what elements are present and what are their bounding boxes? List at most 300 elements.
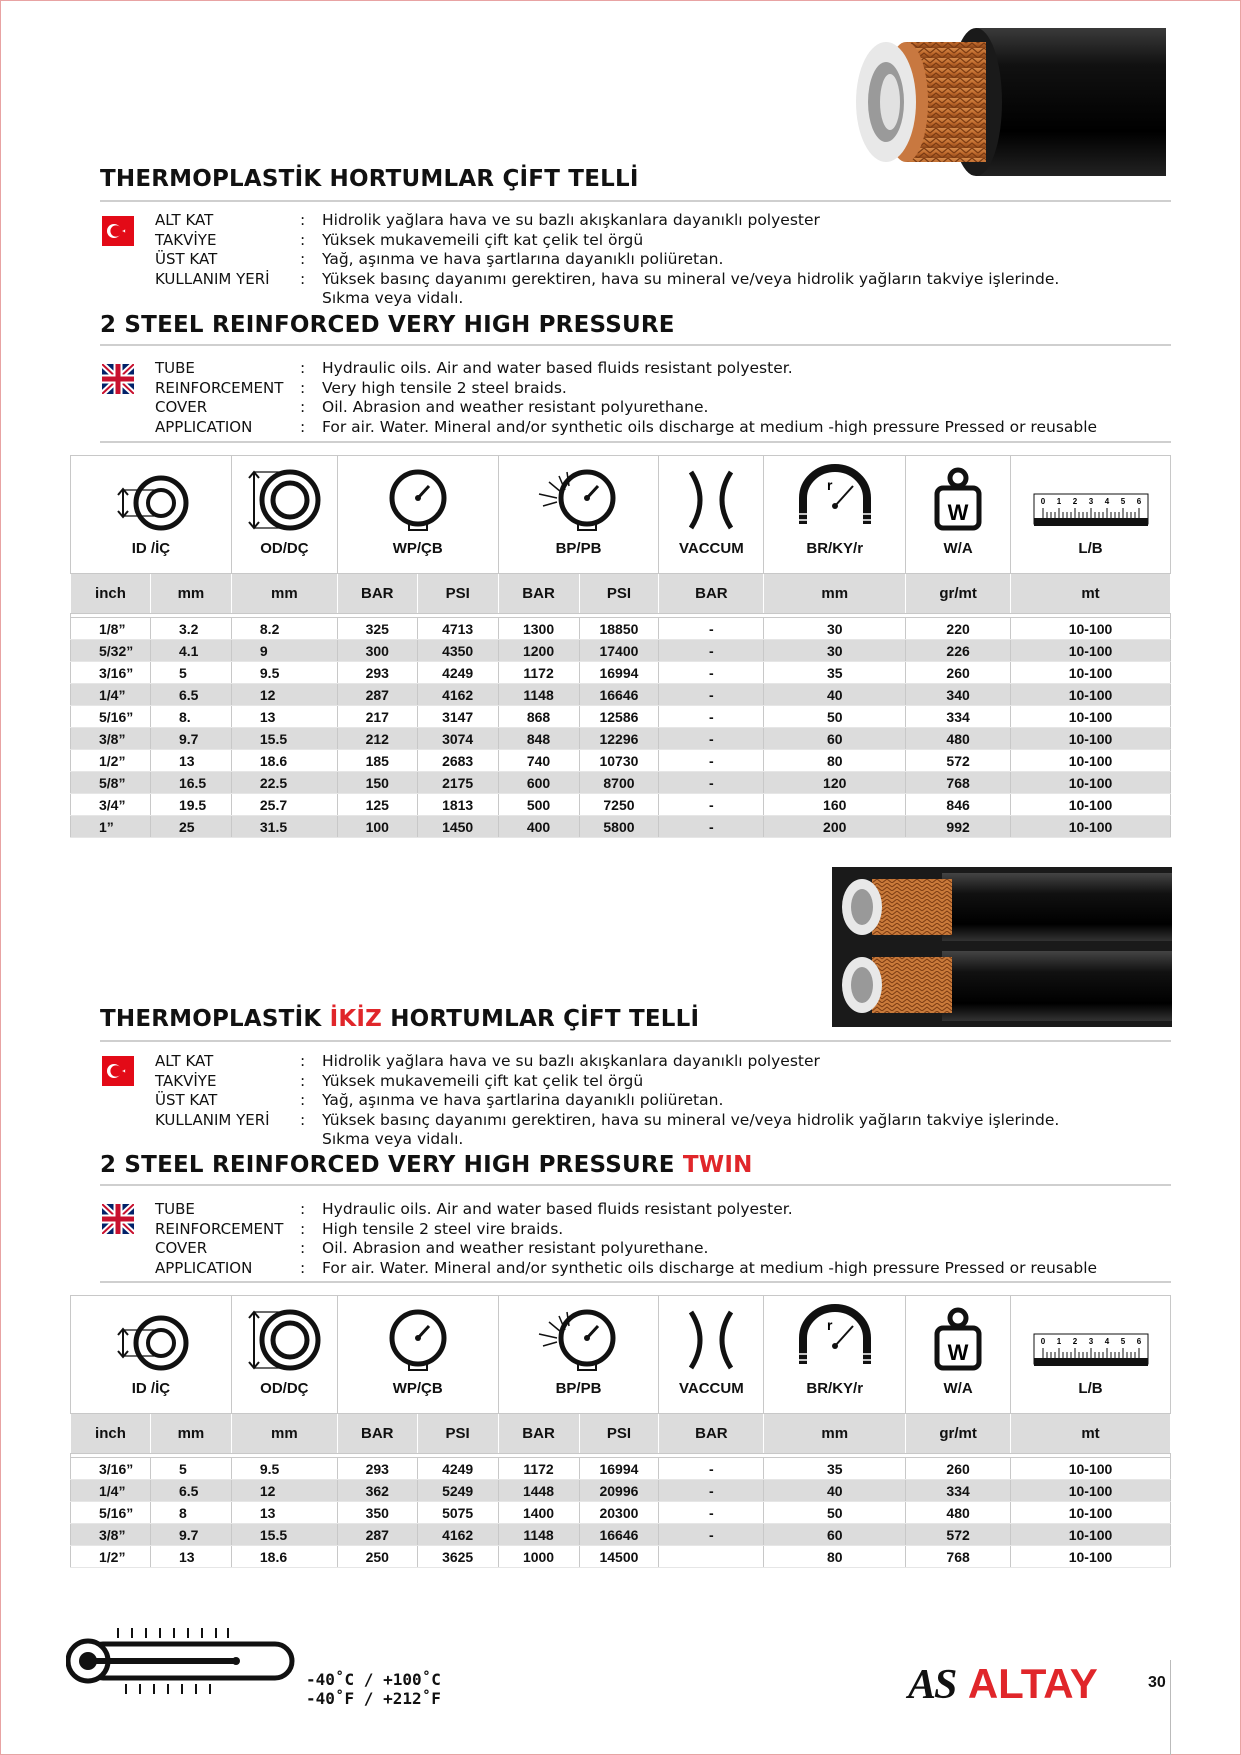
table-cell: 50 bbox=[764, 1502, 906, 1524]
table-cell: 20996 bbox=[579, 1480, 659, 1502]
inner-diameter-icon bbox=[109, 474, 193, 532]
divider bbox=[100, 200, 1171, 202]
burst-gauge-icon bbox=[529, 1308, 629, 1372]
table-cell: 3/4” bbox=[71, 794, 151, 816]
icon-cell-wp bbox=[337, 456, 498, 574]
burst-gauge-icon bbox=[529, 468, 629, 532]
spec-value: Sıkma veya vidalı. bbox=[322, 1130, 464, 1148]
unit-header: gr/mt bbox=[906, 574, 1011, 614]
spec-key: ÜST KAT bbox=[155, 1091, 218, 1109]
table-cell: 14500 bbox=[579, 1546, 659, 1568]
section2-title-en: 2 STEEL REINFORCED VERY HIGH PRESSURE TWIN bbox=[100, 1152, 753, 1178]
twin-highlight-en: TWIN bbox=[682, 1152, 753, 1178]
specs-en-1: TUBE : Hydraulic oils. Air and water based fluids resistant polyester. REINFORCEMENT : Very high tensile 2 steel braids. COVER : Oil. Abrasion and weather resistant polyurethane. APPLICATION : For air. Water. Mineral and/or synthetic oils discharge at medium -high pressure Pressed or reusable bbox=[155, 359, 1098, 436]
spec-key: COVER bbox=[155, 398, 208, 416]
table-cell: 4350 bbox=[417, 640, 498, 662]
table-cell: 868 bbox=[498, 706, 579, 728]
table-cell: 1400 bbox=[498, 1502, 579, 1524]
brand-logo bbox=[908, 1660, 1098, 1709]
table-cell: 293 bbox=[337, 1458, 417, 1480]
section1-title-en: 2 STEEL REINFORCED VERY HIGH PRESSURE bbox=[100, 312, 675, 338]
table-cell: 1148 bbox=[498, 1524, 579, 1546]
spec-key: COVER bbox=[155, 1239, 208, 1257]
table-cell: 8. bbox=[150, 706, 231, 728]
table-cell: 1448 bbox=[498, 1480, 579, 1502]
spec-value: For air. Water. Mineral and/or synthetic oils discharge at medium -high pressure Pressed or reusable bbox=[322, 417, 1098, 436]
table-cell: 6.5 bbox=[150, 684, 231, 706]
table-cell: 12 bbox=[231, 684, 337, 706]
spec-value: Oil. Abrasion and weather resistant polyurethane. bbox=[322, 398, 709, 416]
table-cell: 992 bbox=[906, 816, 1011, 838]
table-cell: 5 bbox=[150, 1458, 231, 1480]
table-cell: 293 bbox=[337, 662, 417, 684]
table-cell: 10-100 bbox=[1011, 1480, 1171, 1502]
table-cell: 1172 bbox=[498, 662, 579, 684]
table-cell: 12296 bbox=[579, 728, 659, 750]
table-cell: 5/32” bbox=[71, 640, 151, 662]
table-cell: 8.2 bbox=[231, 618, 337, 640]
table-cell: 16646 bbox=[579, 1524, 659, 1546]
label-id: ID /İÇ bbox=[131, 540, 171, 557]
unit-header: mm bbox=[150, 574, 231, 614]
spec-value: Hydraulic oils. Air and water based fluids resistant polyester. bbox=[322, 359, 793, 377]
icon-cell-id bbox=[71, 1296, 232, 1414]
table-cell: - bbox=[659, 750, 764, 772]
table-cell: 300 bbox=[337, 640, 417, 662]
spec-value: Oil. Abrasion and weather resistant polyurethane. bbox=[322, 1239, 709, 1257]
table-cell: 12 bbox=[231, 1480, 337, 1502]
ruler-tick-label: 4 bbox=[1104, 497, 1109, 506]
table-cell: 9.5 bbox=[231, 1458, 337, 1480]
table-cell: 10-100 bbox=[1011, 728, 1171, 750]
table-row bbox=[71, 1524, 1171, 1546]
ruler-tick-label: 4 bbox=[1104, 1337, 1109, 1346]
label-wp: WP/ÇB bbox=[392, 540, 443, 557]
unit-header: mt bbox=[1011, 574, 1171, 614]
table-cell: 3074 bbox=[417, 728, 498, 750]
icon-cell-wp bbox=[337, 1296, 498, 1414]
table-cell: 10-100 bbox=[1011, 662, 1171, 684]
unit-header: PSI bbox=[417, 574, 498, 614]
spec-key: REINFORCEMENT bbox=[155, 1219, 284, 1238]
table-cell: 10-100 bbox=[1011, 706, 1171, 728]
table-cell: 2175 bbox=[417, 772, 498, 794]
table-cell: 100 bbox=[337, 816, 417, 838]
spec-value: Very high tensile 2 steel braids. bbox=[322, 378, 567, 397]
table-row bbox=[71, 750, 1171, 772]
ruler-tick-label: 2 bbox=[1072, 497, 1077, 506]
table-cell: 3625 bbox=[417, 1546, 498, 1568]
spec-key: TAKVİYE bbox=[155, 1071, 217, 1090]
table-cell: 30 bbox=[764, 618, 906, 640]
table-cell: 217 bbox=[337, 706, 417, 728]
table-cell: 5249 bbox=[417, 1480, 498, 1502]
page-number: 30 bbox=[1148, 1674, 1166, 1691]
ruler-tick-label: 6 bbox=[1136, 1337, 1141, 1346]
unit-header: PSI bbox=[579, 574, 659, 614]
spec-value: Hidrolik yağlara hava ve su bazlı akışkanlara dayanıklı polyester bbox=[322, 211, 820, 229]
table-cell: 160 bbox=[764, 794, 906, 816]
table-cell: 18.6 bbox=[231, 1546, 337, 1568]
table-row bbox=[71, 1502, 1171, 1524]
table-cell: 5/16” bbox=[71, 706, 151, 728]
table-cell: 16.5 bbox=[150, 772, 231, 794]
table-row bbox=[71, 772, 1171, 794]
unit-header: BAR bbox=[498, 574, 579, 614]
table-cell: - bbox=[659, 794, 764, 816]
spec-key: KULLANIM YERİ bbox=[155, 269, 270, 288]
unit-header: inch bbox=[71, 1414, 151, 1454]
spec-value: Sıkma veya vidalı. bbox=[322, 289, 464, 307]
label-bp: BP/PB bbox=[555, 1380, 602, 1397]
label-br: BR/KY/r bbox=[806, 1380, 864, 1397]
vacuum-icon bbox=[681, 468, 741, 532]
table-cell: - bbox=[659, 1480, 764, 1502]
table-cell: 10-100 bbox=[1011, 1546, 1171, 1568]
table-cell: 334 bbox=[906, 1480, 1011, 1502]
table-cell: 1200 bbox=[498, 640, 579, 662]
divider bbox=[100, 1184, 1171, 1186]
table-cell: 25 bbox=[150, 816, 231, 838]
hose-image-twin bbox=[832, 867, 1172, 1027]
table-cell: 1813 bbox=[417, 794, 498, 816]
spec-table-2 bbox=[70, 1295, 1171, 1568]
spec-value: Hidrolik yağlara hava ve su bazlı akışkanlara dayanıklı polyester bbox=[322, 1052, 820, 1070]
table-cell: 10-100 bbox=[1011, 1502, 1171, 1524]
ruler-tick-label: 1 bbox=[1056, 497, 1061, 506]
table-cell: 4.1 bbox=[150, 640, 231, 662]
table-row bbox=[71, 684, 1171, 706]
turkey-flag-icon bbox=[102, 1056, 134, 1086]
table-cell: 10-100 bbox=[1011, 772, 1171, 794]
icon-cell-br bbox=[764, 1296, 906, 1414]
table-cell: 4713 bbox=[417, 618, 498, 640]
table-cell: 12586 bbox=[579, 706, 659, 728]
table-row bbox=[71, 618, 1171, 640]
table-cell: 10-100 bbox=[1011, 750, 1171, 772]
specs-tr-1: ALT KAT : Hidrolik yağlara hava ve su bazlı akışkanlara dayanıklı polyester TAKVİYE : Yüksek mukavemeili çift kat çelik tel örgü ÜST KAT : Yağ, aşınma ve hava şartlarına dayanıklı poliüretan. KULLANIM YERİ : Yüksek basınç dayanımı gerektiren, hava su mineral ve/veya hidrolik yağların takviye işlerinde. Sıkma veya vidalı. bbox=[155, 211, 1060, 307]
table-cell: 35 bbox=[764, 1458, 906, 1480]
spec-value: For air. Water. Mineral and/or synthetic oils discharge at medium -high pressure Pressed or reusable bbox=[322, 1258, 1098, 1277]
table-cell: 500 bbox=[498, 794, 579, 816]
icon-cell-wa bbox=[906, 1296, 1011, 1414]
label-vac: VACCUM bbox=[679, 1380, 744, 1397]
table-cell: 80 bbox=[764, 750, 906, 772]
outer-diameter-icon bbox=[242, 1308, 326, 1372]
spec-key: TUBE bbox=[155, 359, 195, 377]
table-cell: 16994 bbox=[579, 1458, 659, 1480]
unit-header: PSI bbox=[579, 1414, 659, 1454]
bend-radius-icon bbox=[795, 1304, 875, 1372]
table-row bbox=[71, 1458, 1171, 1480]
table-cell: 220 bbox=[906, 618, 1011, 640]
label-br: BR/KY/r bbox=[806, 540, 864, 557]
table-cell: 846 bbox=[906, 794, 1011, 816]
label-bp: BP/PB bbox=[555, 540, 602, 557]
table-cell: 480 bbox=[906, 728, 1011, 750]
table-row bbox=[71, 816, 1171, 838]
spec-key: TUBE bbox=[155, 1200, 195, 1218]
table-row bbox=[71, 662, 1171, 684]
table-cell: 17400 bbox=[579, 640, 659, 662]
icon-cell-vac bbox=[659, 1296, 764, 1414]
table-cell: 40 bbox=[764, 684, 906, 706]
table-cell: 10-100 bbox=[1011, 684, 1171, 706]
table-cell: 18.6 bbox=[231, 750, 337, 772]
table-cell: 125 bbox=[337, 794, 417, 816]
table-cell: 3/8” bbox=[71, 1524, 151, 1546]
table-cell: 35 bbox=[764, 662, 906, 684]
ruler-tick-label: 1 bbox=[1056, 1337, 1061, 1346]
unit-header: BAR bbox=[659, 1414, 764, 1454]
table-cell: 9.7 bbox=[150, 728, 231, 750]
icon-cell-vac bbox=[659, 456, 764, 574]
table-cell: 15.5 bbox=[231, 728, 337, 750]
icon-cell-lb bbox=[1011, 1296, 1171, 1414]
table-cell: 80 bbox=[764, 1546, 906, 1568]
divider bbox=[1170, 1660, 1171, 1755]
table-cell: 768 bbox=[906, 772, 1011, 794]
unit-header: mt bbox=[1011, 1414, 1171, 1454]
icon-cell-od bbox=[231, 1296, 337, 1414]
table-cell: 31.5 bbox=[231, 816, 337, 838]
pressure-gauge-icon bbox=[383, 468, 453, 532]
table-cell: 1/8” bbox=[71, 618, 151, 640]
table-cell: 40 bbox=[764, 1480, 906, 1502]
table-cell bbox=[659, 1546, 764, 1568]
table-cell: 3/8” bbox=[71, 728, 151, 750]
weight-icon bbox=[933, 1306, 983, 1372]
units-row bbox=[71, 1414, 1171, 1454]
spec-key: APPLICATION bbox=[155, 1258, 253, 1277]
table-cell: 10-100 bbox=[1011, 794, 1171, 816]
bend-radius-icon bbox=[795, 464, 875, 532]
label-lb: L/B bbox=[1078, 540, 1103, 557]
brand-as: AS bbox=[908, 1662, 956, 1708]
ruler-icon bbox=[1033, 492, 1149, 532]
table-cell: 13 bbox=[150, 1546, 231, 1568]
table-cell: 5075 bbox=[417, 1502, 498, 1524]
table-cell: 185 bbox=[337, 750, 417, 772]
label-wp: WP/ÇB bbox=[392, 1380, 443, 1397]
table-cell: - bbox=[659, 684, 764, 706]
table-cell: 1/2” bbox=[71, 750, 151, 772]
uk-flag-icon bbox=[102, 364, 134, 394]
ruler-tick-label: 0 bbox=[1040, 497, 1045, 506]
table-cell: 1/4” bbox=[71, 1480, 151, 1502]
divider bbox=[100, 344, 1171, 346]
table-cell: 325 bbox=[337, 618, 417, 640]
label-lb: L/B bbox=[1078, 1380, 1103, 1397]
table-cell: 768 bbox=[906, 1546, 1011, 1568]
unit-header: mm bbox=[764, 574, 906, 614]
table-cell: 2683 bbox=[417, 750, 498, 772]
table-cell: 362 bbox=[337, 1480, 417, 1502]
table-cell: 18850 bbox=[579, 618, 659, 640]
table-cell: 60 bbox=[764, 1524, 906, 1546]
specs-tr-2: ALT KAT : Hidrolik yağlara hava ve su bazlı akışkanlara dayanıklı polyester TAKVİYE : Yüksek mukavemeili çift kat çelik tel örgü ÜST KAT : Yağ, aşınma ve hava şartlarina dayanıklı poliüretan. KULLANIM YERİ : Yüksek basınç dayanımı gerektiren, hava su mineral ve/veya hidrolik yağların takviye işlerinde. Sıkma veya vidalı. bbox=[155, 1052, 1060, 1148]
table-cell: - bbox=[659, 728, 764, 750]
unit-header: mm bbox=[231, 1414, 337, 1454]
table-cell: 10-100 bbox=[1011, 640, 1171, 662]
table-cell: 16994 bbox=[579, 662, 659, 684]
spec-key: KULLANIM YERİ bbox=[155, 1110, 270, 1129]
table-cell: 9.5 bbox=[231, 662, 337, 684]
vacuum-icon bbox=[681, 1308, 741, 1372]
table-cell: 1148 bbox=[498, 684, 579, 706]
spec-key: ALT KAT bbox=[155, 1052, 214, 1070]
spec-value: Yüksek mukavemeili çift kat çelik tel örgü bbox=[322, 1071, 644, 1090]
table-cell: 7250 bbox=[579, 794, 659, 816]
table-cell: 400 bbox=[498, 816, 579, 838]
section2-title-tr: THERMOPLASTİK İKİZ HORTUMLAR ÇİFT TELLİ bbox=[100, 1006, 700, 1032]
table-cell: 13 bbox=[150, 750, 231, 772]
table-cell: 5/8” bbox=[71, 772, 151, 794]
table-cell: 600 bbox=[498, 772, 579, 794]
spec-key: TAKVİYE bbox=[155, 230, 217, 249]
label-od: OD/DÇ bbox=[260, 1380, 309, 1397]
table-cell: - bbox=[659, 640, 764, 662]
uk-flag-icon bbox=[102, 1204, 134, 1234]
table-cell: 1450 bbox=[417, 816, 498, 838]
icon-cell-id bbox=[71, 456, 232, 574]
table-cell: 9 bbox=[231, 640, 337, 662]
table-cell: 3.2 bbox=[150, 618, 231, 640]
unit-header: BAR bbox=[659, 574, 764, 614]
table-cell: 5800 bbox=[579, 816, 659, 838]
icon-cell-bp bbox=[498, 456, 659, 574]
unit-header: PSI bbox=[417, 1414, 498, 1454]
table-cell: 572 bbox=[906, 750, 1011, 772]
label-vac: VACCUM bbox=[679, 540, 744, 557]
unit-header: mm bbox=[764, 1414, 906, 1454]
label-id: ID /İÇ bbox=[131, 1380, 171, 1397]
table-cell: - bbox=[659, 618, 764, 640]
brand-altay: ALTAY bbox=[967, 1660, 1098, 1707]
unit-header: inch bbox=[71, 574, 151, 614]
table-cell: - bbox=[659, 662, 764, 684]
table-cell: 3/16” bbox=[71, 662, 151, 684]
table-cell: 3/16” bbox=[71, 1458, 151, 1480]
pressure-gauge-icon bbox=[383, 1308, 453, 1372]
ruler-icon bbox=[1033, 1332, 1149, 1372]
spec-value: Yağ, aşınma ve hava şartlarina dayanıklı poliüretan. bbox=[322, 1091, 724, 1109]
table-cell: 226 bbox=[906, 640, 1011, 662]
table-row bbox=[71, 706, 1171, 728]
icon-cell-bp bbox=[498, 1296, 659, 1414]
unit-header: BAR bbox=[337, 1414, 417, 1454]
table-cell: 9.7 bbox=[150, 1524, 231, 1546]
spec-key: ALT KAT bbox=[155, 211, 214, 229]
temp-fahrenheit: -40˚F / +212˚F bbox=[306, 1689, 441, 1708]
table-cell: 4162 bbox=[417, 684, 498, 706]
ruler-tick-label: 3 bbox=[1088, 1337, 1093, 1346]
section1-title-tr: THERMOPLASTİK HORTUMLAR ÇİFT TELLİ bbox=[100, 166, 639, 192]
table-cell: 4249 bbox=[417, 662, 498, 684]
divider bbox=[100, 441, 1171, 443]
icon-cell-wa bbox=[906, 456, 1011, 574]
table-cell: 20300 bbox=[579, 1502, 659, 1524]
table-cell: 120 bbox=[764, 772, 906, 794]
ruler-tick-label: 3 bbox=[1088, 497, 1093, 506]
units-row bbox=[71, 574, 1171, 614]
label-wa: W/A bbox=[943, 1380, 973, 1397]
unit-header: gr/mt bbox=[906, 1414, 1011, 1454]
table-row bbox=[71, 1546, 1171, 1568]
icon-cell-lb bbox=[1011, 456, 1171, 574]
table-cell: 350 bbox=[337, 1502, 417, 1524]
inner-diameter-icon bbox=[109, 1314, 193, 1372]
outer-diameter-icon bbox=[242, 468, 326, 532]
twin-highlight-tr: İKİZ bbox=[329, 1006, 382, 1032]
unit-header: BAR bbox=[337, 574, 417, 614]
table-row bbox=[71, 728, 1171, 750]
weight-letter: W bbox=[947, 1340, 969, 1365]
ruler-tick-label: 5 bbox=[1120, 1337, 1125, 1346]
table-cell: 848 bbox=[498, 728, 579, 750]
spec-key: REINFORCEMENT bbox=[155, 378, 284, 397]
table-cell: - bbox=[659, 772, 764, 794]
thermometer-icon bbox=[66, 1622, 296, 1698]
table-cell: 50 bbox=[764, 706, 906, 728]
label-wa: W/A bbox=[943, 540, 973, 557]
table-row bbox=[71, 1480, 1171, 1502]
specs-en-2: TUBE : Hydraulic oils. Air and water based fluids resistant polyester. REINFORCEMENT : High tensile 2 steel vire braids. COVER : Oil. Abrasion and weather resistant polyurethane. APPLICATION : For air. Water. Mineral and/or synthetic oils discharge at medium -high pressure Pressed or reusable bbox=[155, 1200, 1098, 1277]
table-cell: 3147 bbox=[417, 706, 498, 728]
table-cell: 15.5 bbox=[231, 1524, 337, 1546]
ruler-tick-label: 5 bbox=[1120, 497, 1125, 506]
spec-value: High tensile 2 steel vire braids. bbox=[322, 1219, 564, 1238]
table-cell: 150 bbox=[337, 772, 417, 794]
table-cell: 212 bbox=[337, 728, 417, 750]
temp-celsius: -40˚C / +100˚C bbox=[306, 1670, 441, 1689]
table-cell: - bbox=[659, 706, 764, 728]
temperature-range bbox=[306, 1670, 441, 1708]
spec-value: Yüksek basınç dayanımı gerektiren, hava su mineral ve/veya hidrolik yağların takviye işlerinde. bbox=[322, 269, 1060, 288]
spec-value: Yüksek mukavemeili çift kat çelik tel örgü bbox=[322, 230, 644, 249]
radius-letter: r bbox=[826, 1317, 833, 1333]
table-cell: 4249 bbox=[417, 1458, 498, 1480]
table-cell: 1” bbox=[71, 816, 151, 838]
ruler-tick-label: 6 bbox=[1136, 497, 1141, 506]
unit-header: BAR bbox=[498, 1414, 579, 1454]
unit-header: mm bbox=[150, 1414, 231, 1454]
table-cell: 30 bbox=[764, 640, 906, 662]
table-cell: 10730 bbox=[579, 750, 659, 772]
table-cell: 5/16” bbox=[71, 1502, 151, 1524]
table-row bbox=[71, 640, 1171, 662]
table-cell: 260 bbox=[906, 662, 1011, 684]
table-cell: 334 bbox=[906, 706, 1011, 728]
table-cell: 572 bbox=[906, 1524, 1011, 1546]
table-cell: 22.5 bbox=[231, 772, 337, 794]
turkey-flag-icon bbox=[102, 216, 134, 246]
table-cell: 13 bbox=[231, 1502, 337, 1524]
table-cell: 6.5 bbox=[150, 1480, 231, 1502]
table-cell: 10-100 bbox=[1011, 816, 1171, 838]
table-cell: 287 bbox=[337, 1524, 417, 1546]
table-row bbox=[71, 794, 1171, 816]
table-cell: - bbox=[659, 1458, 764, 1480]
table-cell: 1/4” bbox=[71, 684, 151, 706]
table-cell: 19.5 bbox=[150, 794, 231, 816]
table-cell: 10-100 bbox=[1011, 1458, 1171, 1480]
spec-value: Yağ, aşınma ve hava şartlarına dayanıklı poliüretan. bbox=[322, 250, 724, 268]
divider bbox=[100, 1040, 1171, 1042]
table-cell: 25.7 bbox=[231, 794, 337, 816]
table-cell: 287 bbox=[337, 684, 417, 706]
table-cell: - bbox=[659, 816, 764, 838]
